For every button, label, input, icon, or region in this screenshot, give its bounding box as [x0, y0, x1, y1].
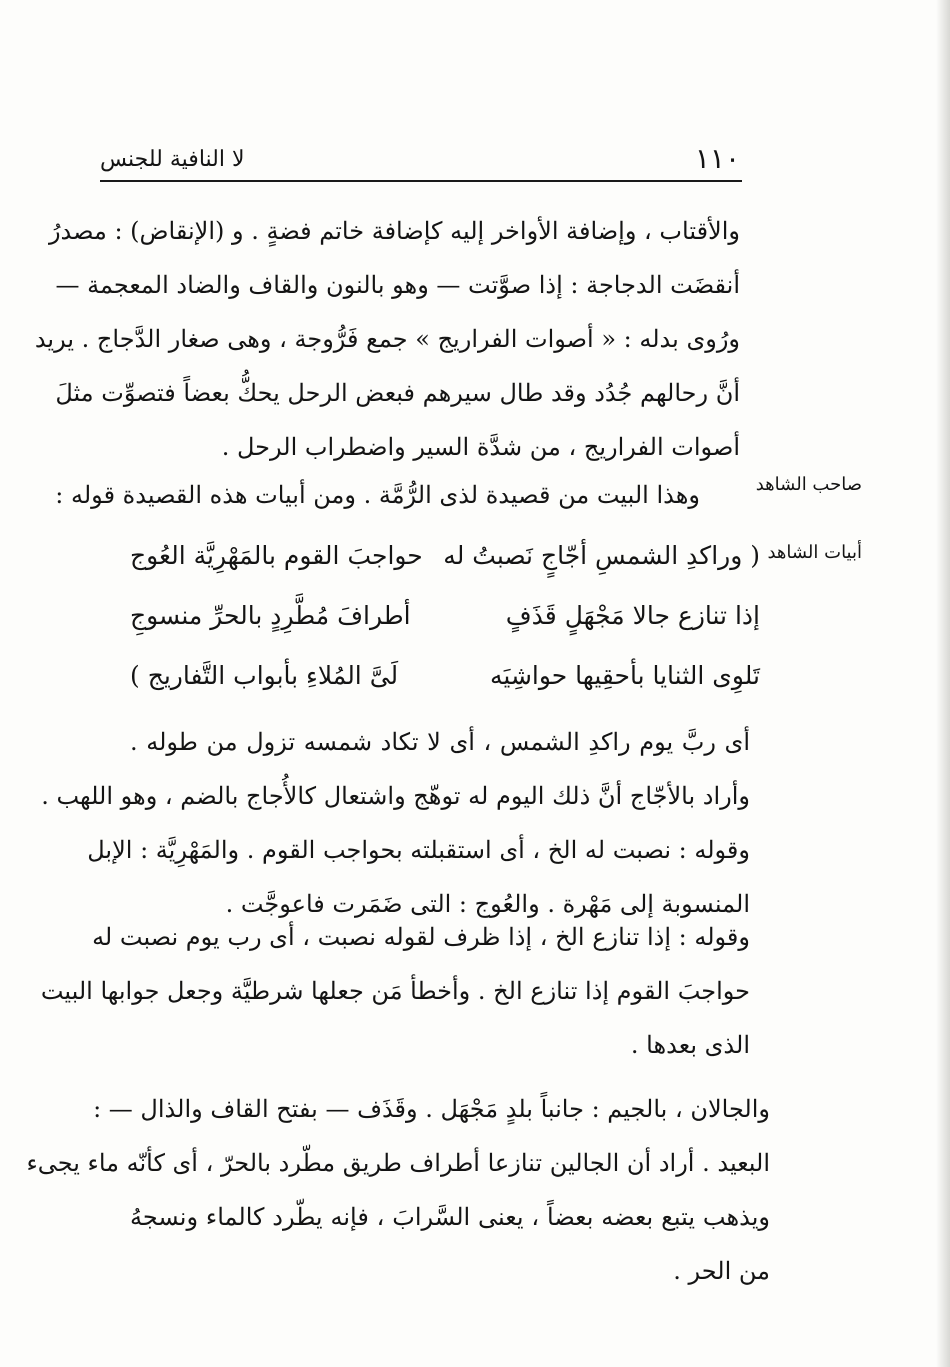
text-line: حواجبَ القوم إذا تنازع الخ . وأخطأ مَن جعلها شرطيَّة وجعل جوابها البيت [40, 977, 750, 1005]
verse-first-hemistich: تَلوِى الثنايا بأحقِيها حواشِيَه [490, 661, 760, 690]
text-line: أى ربَّ يوم راكدِ الشمس ، أى لا تكاد شمسه تزول من طوله . [130, 728, 750, 756]
text-line: وقوله : إذا تنازع الخ ، إذا ظرف لقوله نصبت ، أى رب يوم نصبت له [92, 923, 750, 951]
text-line: وهذا البيت من قصيدة لذى الرُّمَّة . ومن أبيات هذه القصيدة قوله : [55, 481, 700, 509]
header-rule [100, 180, 742, 182]
text-line: أنَّ رحالهم جُدُد وقد طال سيرهم فبعض الرحل يحكُّ بعضاً فتصوِّت مثلَ [55, 379, 740, 407]
margin-note-verses: أبيات الشاهد [767, 542, 862, 563]
verse-line [130, 586, 760, 646]
verse-first-hemistich: إذا تنازع جالا مَجْهَلٍ قَذَفٍ [505, 601, 760, 630]
text-line: البعيد . أراد أن الجالين تنازعا أطراف طريق مطّرد بالحرّ ، أى كأنّه ماء يجىء [26, 1149, 770, 1177]
paragraph-2 [55, 468, 700, 522]
paragraph-3 [41, 715, 750, 931]
verse-second-hemistich: لَىَّ المُلاءِ بأبواب التَّفاريج ) [130, 661, 399, 690]
text-line: المنسوبة إلى مَهْرة . والعُوج : التى ضَمَرت فاعوجَّت . [225, 890, 750, 918]
text-line: والأقتاب ، وإضافة الأواخر إليه كإضافة خاتم فضةٍ . و (الإنقاض) : مصدرُ [48, 217, 740, 245]
page-edge-shadow [936, 0, 950, 1367]
text-line: الذى بعدها . [630, 1031, 750, 1059]
text-line: من الحر . [673, 1257, 770, 1285]
page-header [100, 140, 740, 178]
paragraph-4 [40, 910, 750, 1072]
text-line: أنقضَت الدجاجة : إذا صوَّتت — وهو بالنون والقاف والضاد المعجمة — [55, 271, 740, 299]
text-line: أصوات الفراريج ، من شدَّة السير واضطراب الرحل . [221, 433, 740, 461]
text-line: ويذهب يتبع بعضه بعضاً ، يعنى السَّرابَ ، فإنه يطّرد كالماء ونسجهُ [130, 1203, 770, 1231]
text-line: ورُوى بدله : « أصوات الفراريج » جمع فَرُّوجة ، وهى صغار الدَّجاج . يريد [34, 325, 740, 353]
verse-second-hemistich: حواجبَ القوم بالمَهْرِيَّة العُوج [130, 541, 423, 570]
paragraph-1 [34, 204, 740, 474]
page-number: ١١٠ [694, 142, 740, 175]
paragraph-5 [26, 1082, 770, 1298]
text-line: وأراد بالأجّاج أنَّ ذلك اليوم له توهّج واشتعال كالأُجاج بالضم ، وهو اللهب . [41, 782, 750, 810]
verse-line [130, 526, 760, 586]
verse-second-hemistich: أطرافَ مُطَّرِدٍ بالحرِّ منسوجِ [130, 601, 411, 630]
verse-line [130, 646, 760, 706]
text-line: وقوله : نصبت له الخ ، أى استقبلته بحواجب القوم . والمَهْرِيَّة : الإبل [87, 836, 750, 864]
text-line: والجالان ، بالجيم : جانباً بلدٍ مَجْهَل . وقَذَف — بفتح القاف والذال — : [93, 1095, 770, 1123]
poem-verses [130, 526, 760, 706]
margin-note-author: صاحب الشاهد [755, 474, 862, 495]
verse-first-hemistich: ( وراكدِ الشمسِ أجّاجٍ نَصبتُ له [443, 541, 760, 570]
running-title: لا النافية للجنس [100, 147, 245, 172]
